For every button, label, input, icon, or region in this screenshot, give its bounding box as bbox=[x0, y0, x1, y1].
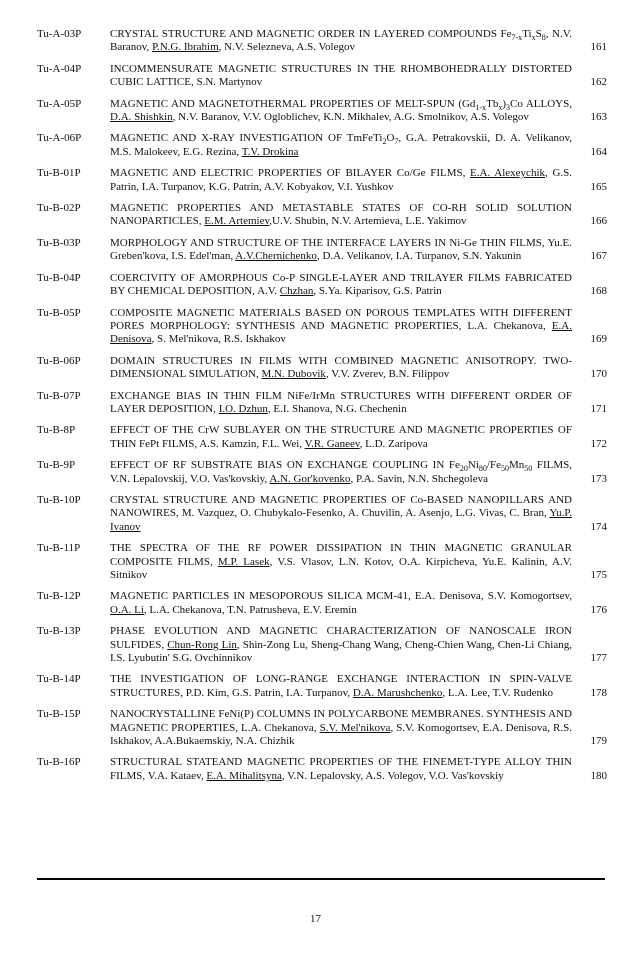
toc-entry bbox=[37, 272, 607, 299]
entry-code: Tu-B-02P bbox=[37, 202, 81, 215]
entry-code: Tu-B-04P bbox=[37, 271, 81, 284]
entry-page-number: 163 bbox=[590, 111, 607, 124]
entry-code: Tu-B-01P bbox=[37, 167, 81, 180]
entry-title: EFFECT OF THE CrW SUBLAYER ON THE STRUCTURE AND MAGNETIC PROPERTIES OF THIN FePt FILMS, A.S. Kamzin, F.L. Wei, V.R. Ganeev, L.D. Zaripova bbox=[110, 424, 572, 450]
toc-entry bbox=[37, 237, 607, 264]
entry-page-number: 177 bbox=[590, 652, 607, 665]
entry-page-number: 178 bbox=[590, 686, 607, 699]
toc-entry bbox=[37, 355, 607, 382]
entry-page-number: 171 bbox=[590, 402, 607, 415]
toc-entry bbox=[37, 167, 607, 194]
entry-code: Tu-B-06P bbox=[37, 354, 81, 367]
toc-entry bbox=[37, 28, 607, 55]
footer-rule bbox=[37, 878, 605, 880]
toc-entry bbox=[37, 756, 607, 783]
entry-code: Tu-A-04P bbox=[37, 62, 82, 75]
entry-page-number: 172 bbox=[590, 437, 607, 450]
entry-page-number: 176 bbox=[590, 603, 607, 616]
entry-title: NANOCRYSTALLINE FeNi(P) COLUMNS IN POLYCARBONE MEMBRANES. SYNTHESIS AND MAGNETIC PROPERTIES, L.A. Chekanova, S.V. Mel'nikova, S.V. Komogortsev, E.A. Denisova, R.S. Iskhakov, A.A.Bukaemskiy, N.A. Chizhik bbox=[110, 708, 572, 748]
toc-entry bbox=[37, 673, 607, 700]
entry-title: EFFECT OF RF SUBSTRATE BIAS ON EXCHANGE COUPLING IN $Fe_{20}Ni_{80}/Fe_{50}Mn_{50}$ FILMS, V.N. Lepalovskij, V.O. Vas'kovskiy, A.N. Gor'kovenko, P.A. Savin, N.N. Shchegoleva bbox=[110, 459, 572, 485]
entry-code: Tu-B-14P bbox=[37, 673, 81, 686]
entry-code: Tu-B-15P bbox=[37, 708, 81, 721]
toc-entry bbox=[37, 494, 607, 534]
toc-entries bbox=[37, 28, 607, 791]
toc-entry bbox=[37, 98, 607, 125]
entry-title: MORPHOLOGY AND STRUCTURE OF THE INTERFACE LAYERS IN Ni-Ge THIN FILMS, Yu.E. Greben'kova, I.S. Edel'man, A.V.Chernichenko, D.A. Velikanov, I.A. Turpanov, S.N. Yakunin bbox=[110, 236, 572, 263]
toc-entry bbox=[37, 590, 607, 617]
entry-page-number: 161 bbox=[590, 41, 607, 54]
entry-page-number: 169 bbox=[590, 333, 607, 346]
toc-entry bbox=[37, 132, 607, 159]
entry-code: Tu-B-10P bbox=[37, 493, 81, 506]
entry-page-number: 164 bbox=[590, 145, 607, 158]
entry-code: Tu-B-07P bbox=[37, 389, 81, 402]
entry-page-number: 167 bbox=[590, 250, 607, 263]
entry-title: COERCIVITY OF AMORPHOUS Co-P SINGLE-LAYER AND TRILAYER FILMS FABRICATED BY CHEMICAL DEPOSITION, A.V. Chzhan, S.Ya. Kiparisov, G.S. Patrin bbox=[110, 271, 572, 298]
entry-title: MAGNETIC AND X-RAY INVESTIGATION OF $TmFeTi_2O_7$, G.A. Petrakovskii, D. A. Velikanov, M.S. Malokeev, E.G. Rezina, T.V. Drokina bbox=[110, 132, 572, 158]
entry-page-number: 166 bbox=[590, 215, 607, 228]
toc-entry bbox=[37, 708, 607, 748]
entry-page-number: 168 bbox=[590, 285, 607, 298]
entry-code: Tu-A-03P bbox=[37, 28, 82, 40]
toc-entry bbox=[37, 202, 607, 229]
entry-page-number: 173 bbox=[590, 472, 607, 485]
entry-code: Tu-A-06P bbox=[37, 132, 82, 145]
toc-entry bbox=[37, 307, 607, 347]
entry-code: Tu-B-11P bbox=[37, 542, 81, 555]
entry-title: CRYSTAL STRUCTURE AND MAGNETIC ORDER IN LAYERED COMPOUNDS $Fe_{7-x}Ti_xS_8$, N.V. Baranov, P.N.G. Ibrahim, N.V. Selezneva, A.S. Volegov bbox=[110, 28, 572, 54]
entry-title: PHASE EVOLUTION AND MAGNETIC CHARACTERIZATION OF NANOSCALE IRON SULFIDES, Chun-Rong Lin, Shin-Zong Lu, Sheng-Chang Wang, Cheng-Chien Wang, Chen-Li Chiang, I.S. Lyubutin' S.G. Ovchinnikov bbox=[110, 625, 572, 665]
entry-title: DOMAIN STRUCTURES IN FILMS WITH COMBINED MAGNETIC ANISOTROPY. TWO-DIMENSIONAL SIMULATION, M.N. Dubovik, V.V. Zverev, B.N. Filippov bbox=[110, 354, 572, 381]
entry-page-number: 175 bbox=[590, 569, 607, 581]
entry-title: THE INVESTIGATION OF LONG-RANGE EXCHANGE INTERACTION IN SPIN-VALVE STRUCTURES, P.D. Kim, G.S. Patrin, I.A. Turpanov, D.A. Marushchenko, L.A. Lee, T.V. Rudenko bbox=[110, 673, 572, 699]
entry-page-number: 180 bbox=[590, 769, 607, 782]
toc-entry bbox=[37, 424, 607, 451]
entry-title: MAGNETIC PROPERTIES AND METASTABLE STATES OF CO-RH SOLID SOLUTION NANOPARTICLES, E.M. Artemiev,U.V. Shubin, N.V. Artemieva, L.E. Yakimov bbox=[110, 202, 572, 228]
toc-entry bbox=[37, 459, 607, 486]
entry-page-number: 174 bbox=[590, 520, 607, 533]
entry-code: Tu-B-12P bbox=[37, 590, 81, 603]
entry-title: MAGNETIC PARTICLES IN MESOPOROUS SILICA MCM-41, E.A. Denisova, S.V. Komogortsev, O.A. Li, L.A. Chekanova, T.N. Patrusheva, E.V. Eremin bbox=[110, 590, 572, 616]
page-number: 17 bbox=[310, 913, 321, 925]
toc-entry bbox=[37, 542, 607, 582]
toc-entry bbox=[37, 625, 607, 665]
entry-code: Tu-B-03P bbox=[37, 236, 81, 249]
entry-title: COMPOSITE MAGNETIC MATERIALS BASED ON POROUS TEMPLATES WITH DIFFERENT PORES MORPHOLOGY: SYNTHESIS AND MAGNETIC PROPERTIES, L.A. Chekanova, E.A. Denisova, S. Mel'nikova, R.S. Iskhakov bbox=[110, 306, 572, 346]
toc-entry bbox=[37, 63, 607, 90]
toc-entry bbox=[37, 390, 607, 417]
entry-code: Tu-B-16P bbox=[37, 756, 81, 769]
entry-title: MAGNETIC AND MAGNETOTHERMAL PROPERTIES OF MELT-SPUN $(Gd_{1-x}Tb_x)_3Co$ ALLOYS, D.A. Shishkin, N.V. Baranov, V.V. Ogloblichev, K.N. Mikhalev, A.G. Smolnikov, A.S. Volegov bbox=[110, 97, 572, 124]
entry-code: Tu-A-05P bbox=[37, 97, 82, 110]
entry-code: Tu-B-05P bbox=[37, 306, 81, 319]
entry-page-number: 170 bbox=[590, 368, 607, 381]
entry-code: Tu-B-9P bbox=[37, 459, 76, 472]
entry-title: THE SPECTRA OF THE RF POWER DISSIPATION IN THIN MAGNETIC GRANULAR COMPOSITE FILMS, M.P. Lasek, V.S. Vlasov, L.N. Kotov, O.A. Kirpicheva, Yu.E. Kalinin, A.V. Sitnikov bbox=[110, 542, 572, 581]
entry-code: Tu-B-13P bbox=[37, 625, 81, 638]
entry-page-number: 165 bbox=[590, 180, 607, 193]
entry-code: Tu-B-8P bbox=[37, 424, 76, 437]
entry-title: INCOMMENSURATE MAGNETIC STRUCTURES IN THE RHOMBOHEDRALLY DISTORTED CUBIC LATTICE, S.N. Martynov bbox=[110, 62, 572, 89]
entry-page-number: 162 bbox=[590, 76, 607, 89]
entry-title: MAGNETIC AND ELECTRIC PROPERTIES OF BILAYER Co/Ge FILMS, E.A. Alexeychik, G.S. Patrin, I.A. Turpanov, K.G. Patrin, A.V. Kobyakov, V.I. Yushkov bbox=[110, 167, 572, 193]
entry-page-number: 179 bbox=[590, 735, 607, 748]
entry-title: STRUCTURAL STATEAND MAGNETIC PROPERTIES OF THE FINEMET-TYPE ALLOY THIN FILMS, V.A. Kataev, E.A. Mihalitsyna, V.N. Lepalovsky, A.S. Volegov, V.O. Vas'kovskiy bbox=[110, 756, 572, 782]
entry-title: CRYSTAL STRUCTURE AND MAGNETIC PROPERTIES OF Co-BASED NANOPILLARS AND NANOWIRES, M. Vazquez, O. Chubykalo-Fesenko, A. Chuvilin, A. Asenjo, L.G. Vivas, C. Bran, Yu.P. Ivanov bbox=[110, 493, 572, 533]
entry-title: EXCHANGE BIAS IN THIN FILM NiFe/IrMn STRUCTURES WITH DIFFERENT ORDER OF LAYER DEPOSITION, I.O. Dzhun, E.I. Shanova, N.G. Chechenin bbox=[110, 389, 572, 415]
